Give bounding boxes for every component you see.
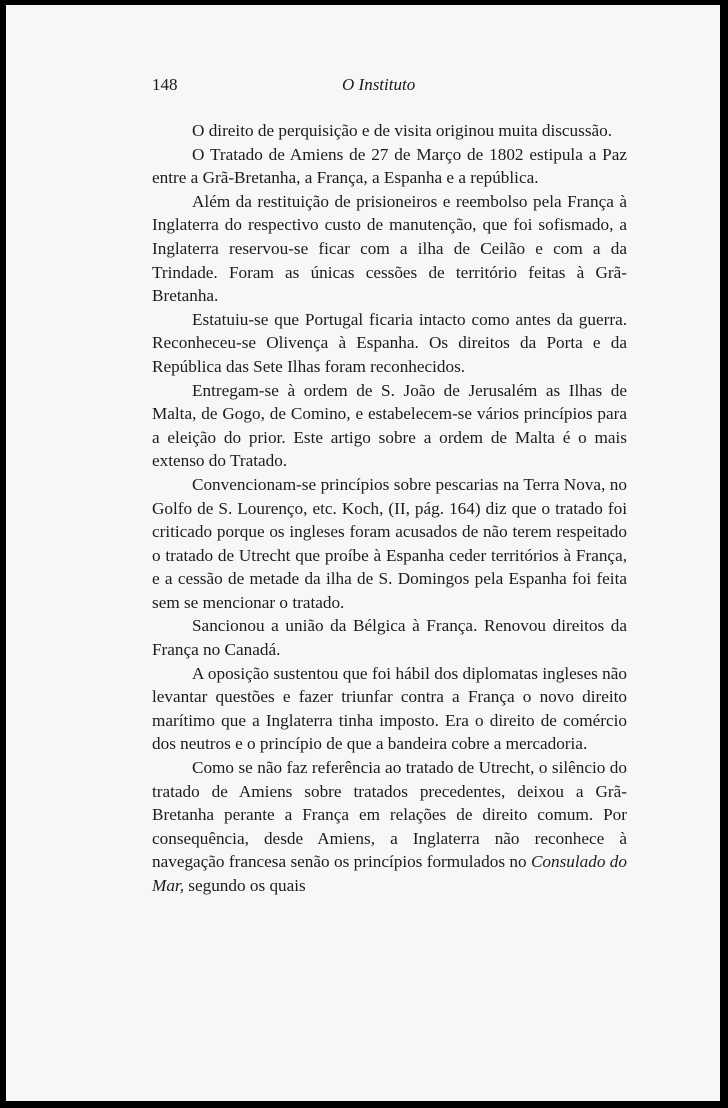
paragraph: A oposição sustentou que foi hábil dos diplomatas ingleses não levantar questões e fazer triunfar contra a França o novo direito marítimo que a Inglaterra tinha imposto. Era o direito de comércio dos neutros e o princípio de que a bandeira cobre a mercadoria.	[152, 663, 627, 754]
paragraph: O Tratado de Amiens de 27 de Março de 1802 estipula a Paz entre a Grã-Bretanha, a França, a Espanha e a república.	[152, 144, 627, 188]
page-number: 148	[152, 75, 178, 94]
paragraph: O direito de perquisição e de visita originou muita discussão.	[192, 121, 613, 140]
paragraph: Convencionam-se princípios sobre pescarias na Terra Nova, no Golfo de S. Lourenço, etc. Koch, (II, pág. 164) diz que o tratado foi criticado porque os ingleses foram acusados de não terem respeitado o tratado de Utrecht que proíbe à Espanha ceder territórios à França, e a cessão de metade da ilha de S. Domingos pela Espanha foi feita sem se mencionar o tratado.	[152, 474, 627, 612]
running-title: O Instituto	[342, 75, 416, 94]
paragraph: Além da restituição de prisioneiros e reembolso pela França à Inglaterra do respectivo custo de manutenção, que foi sofismado, a Inglaterra reservou-se ficar com a ilha de Ceilão e com a da Trindade. Foram as únicas cessões de território feitas à Grã-Bretanha.	[152, 191, 627, 306]
book-title-consulado: Consulado do Mar,	[152, 852, 627, 895]
paragraph-last	[152, 756, 627, 898]
paragraph: Sancionou a união da Bélgica à França. Renovou direitos da França no Canadá.	[152, 616, 627, 660]
last-paragraph-text: Como se não faz referência ao tratado de Utrecht, o silêncio do tratado de Amiens sobre tratados precedentes, deixou a Grã-Bretanha perante a França em relações de direito comum. Por consequência, desde Amiens, a Inglaterra não reconhece à navegação francesa senão os princípios formulados no	[152, 758, 627, 872]
book-page	[6, 5, 720, 1101]
paragraph: Entregam-se à ordem de S. João de Jerusalém as Ilhas de Malta, de Gogo, de Comino, e estabelecem-se vários princípios para a eleição do prior. Este artigo sobre a ordem de Malta é o mais extenso do Tratado.	[152, 380, 627, 471]
body-text	[152, 119, 627, 898]
paragraph: Estatuiu-se que Portugal ficaria intacto como antes da guerra. Reconheceu-se Olivença à Espanha. Os direitos da Porta e da República das Sete Ilhas foram reconhecidos.	[152, 309, 627, 376]
last-paragraph-tail: segundo os quais	[184, 876, 306, 895]
